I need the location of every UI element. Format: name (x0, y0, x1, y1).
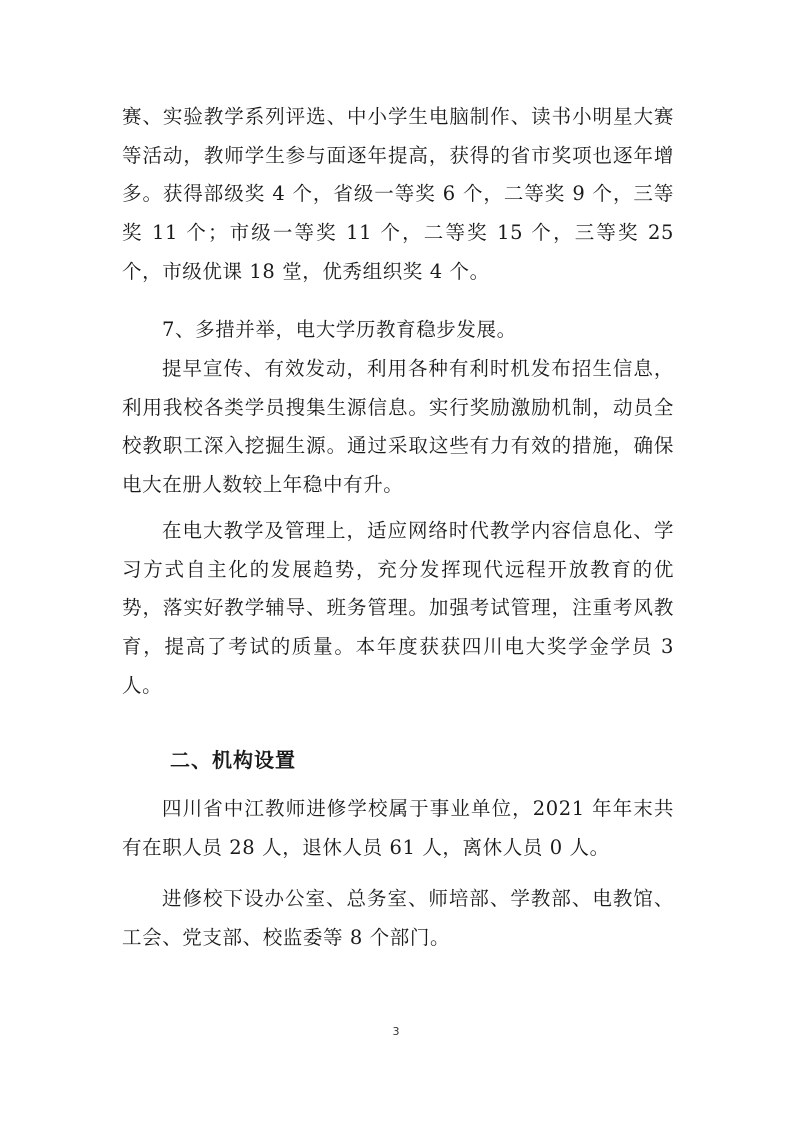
paragraph-teaching-management: 在电大教学及管理上，适应网络时代教学内容信息化、学习方式自主化的发展趋势，充分发挥现代远程开放教育的优势，落实好教学辅导、班务管理。加强考试管理，注重考风教育，提高了考试的质量。本年度获获四川电大奖学金学员 3 人。 (122, 519, 674, 697)
paragraph-staff: 四川省中江教师进修学校属于事业单位，2021 年年末共有在职人员 28 人，退休人员 61 人，离休人员 0 人。 (122, 797, 674, 859)
paragraph-enrollment: 提早宣传、有效发动，利用各种有利时机发布招生信息，利用我校各类学员搜集生源信息。实行奖励激励机制，动员全校教职工深入挖掘生源。通过采取这些有力有效的措施，确保电大在册人数较上年稳中有升。 (122, 357, 674, 497)
page-number: 3 (392, 1025, 400, 1038)
paragraph-departments: 进修校下设办公室、总务室、师培部、学教部、电教馆、工会、党支部、校监委等 8 个部门。 (122, 887, 674, 949)
paragraph-subheading-7: 7、多措并举，电大学历教育稳步发展。 (162, 318, 517, 341)
section-heading: 二、机构设置 (170, 748, 296, 772)
paragraph-awards: 赛、实验教学系列评选、中小学生电脑制作、读书小明星大赛等活动，教师学生参与面逐年提高，获得的省市奖项也逐年增多。获得部级奖 4 个，省级一等奖 6 个，二等奖 9 个，三等奖 11 个；市级一等奖 11 个，二等奖 15 个，三等奖 25 个，市级优课 18 堂，优秀组织奖 4 个。 (122, 105, 674, 283)
